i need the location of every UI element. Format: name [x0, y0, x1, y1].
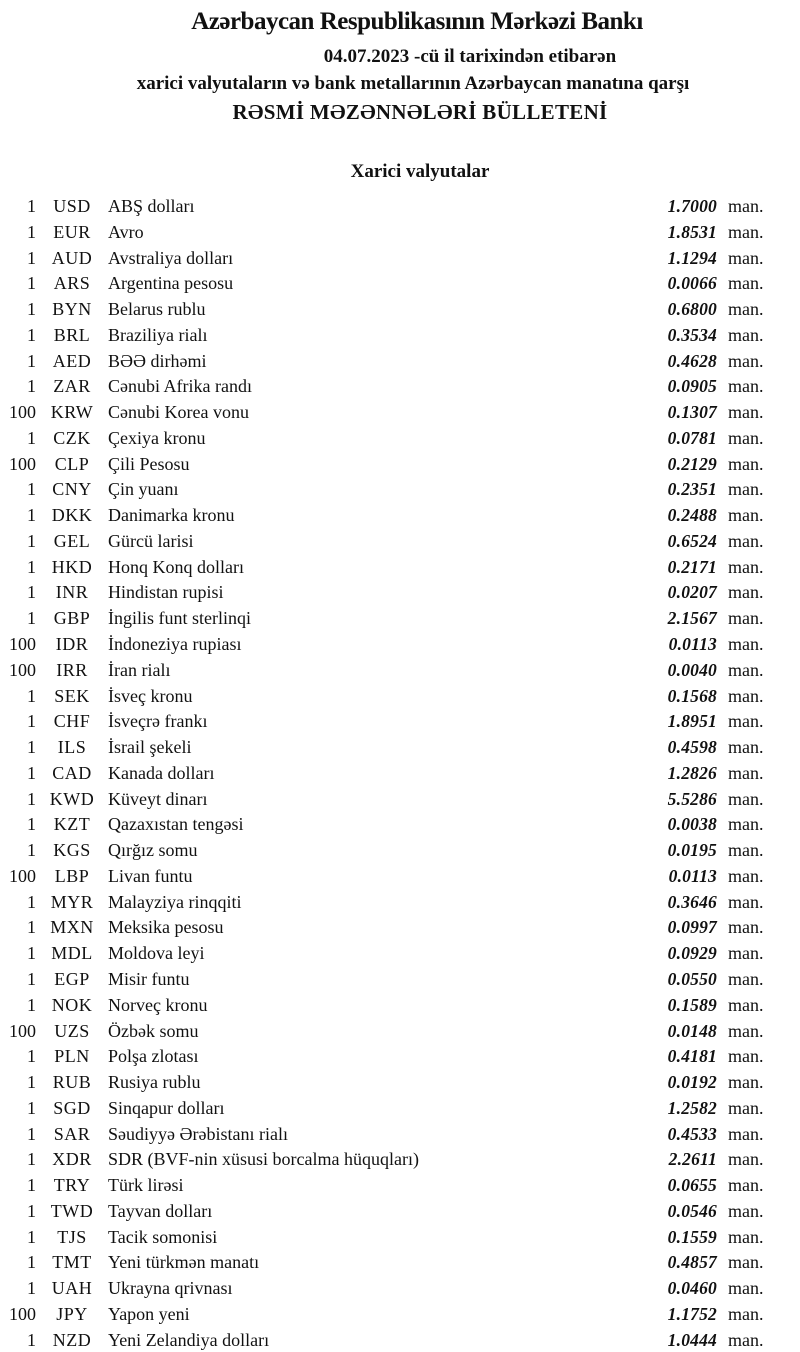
currency-name: Tayvan dolları: [108, 1200, 213, 1221]
currency-code: XDR: [52, 1149, 92, 1170]
currency-rate: 0.2351: [667, 479, 717, 500]
currency-name: İsveçrə frankı: [108, 711, 208, 732]
currency-rate: 2.2611: [668, 1149, 717, 1170]
currency-quantity: 1: [27, 737, 36, 758]
currency-code: TJS: [57, 1226, 87, 1247]
currency-rate: 0.0460: [667, 1278, 717, 1299]
currency-rate: 0.0655: [667, 1175, 717, 1196]
currency-unit-label: man.: [728, 840, 764, 861]
currency-quantity: 1: [27, 762, 36, 783]
currency-unit-label: man.: [728, 402, 764, 423]
currency-name: SDR (BVF-nin xüsusi borcalma hüquqları): [108, 1149, 419, 1170]
currency-unit-label: man.: [728, 1252, 764, 1273]
currency-unit-label: man.: [728, 762, 764, 783]
currency-name: Moldova leyi: [108, 943, 205, 964]
currency-name: Hindistan rupisi: [108, 582, 224, 603]
currency-quantity: 1: [27, 505, 36, 526]
currency-quantity: 1: [27, 427, 36, 448]
currency-name: Avro: [108, 221, 144, 242]
effective-date-line: 04.07.2023 -cü il tarixindən etibarən: [323, 46, 617, 67]
currency-code: TMT: [52, 1252, 92, 1273]
currency-rate: 0.0148: [667, 1020, 717, 1041]
currency-rate: 0.0113: [668, 865, 717, 886]
currency-row: [0, 452, 778, 478]
currency-row: [0, 684, 778, 710]
currency-quantity: 1: [27, 247, 36, 268]
currency-quantity: 100: [9, 402, 36, 423]
currency-row: [0, 915, 778, 941]
currency-code: UZS: [54, 1020, 90, 1041]
currency-row: [0, 993, 778, 1019]
currency-code: CNY: [52, 479, 92, 500]
currency-rate: 0.0040: [667, 659, 717, 680]
currency-code: PLN: [54, 1046, 90, 1067]
currency-unit-label: man.: [728, 608, 764, 629]
currency-quantity: 1: [27, 1175, 36, 1196]
currency-code: KWD: [49, 788, 95, 809]
currency-rate: 0.3534: [667, 324, 717, 345]
currency-code: ARS: [53, 273, 91, 294]
currency-name: Malayziya rinqqiti: [108, 891, 242, 912]
currency-quantity: 1: [27, 1200, 36, 1221]
currency-quantity: 1: [27, 299, 36, 320]
currency-code: NOK: [51, 994, 93, 1015]
currency-quantity: 1: [27, 196, 36, 216]
currency-name: İsveç kronu: [108, 685, 193, 706]
currency-unit-label: man.: [728, 324, 764, 345]
currency-code: NZD: [52, 1329, 92, 1350]
currency-quantity: 1: [27, 994, 36, 1015]
currency-rate: 0.4598: [667, 737, 717, 758]
currency-rate: 1.8951: [667, 711, 717, 732]
currency-row: [0, 1147, 778, 1173]
currency-unit-label: man.: [728, 634, 764, 655]
currency-code: KRW: [50, 402, 94, 423]
currency-unit-label: man.: [728, 814, 764, 835]
currency-quantity: 1: [27, 1252, 36, 1273]
currency-unit-label: man.: [728, 711, 764, 732]
currency-quantity: 1: [27, 891, 36, 912]
currency-code: RUB: [52, 1072, 92, 1093]
currency-name: Yapon yeni: [108, 1303, 190, 1324]
currency-rate: 0.0192: [667, 1072, 717, 1093]
currency-quantity: 1: [27, 608, 36, 629]
currency-name: Küveyt dinarı: [108, 788, 208, 809]
currency-row: [0, 1096, 778, 1122]
currency-row: [0, 297, 778, 323]
currency-unit-label: man.: [728, 943, 764, 964]
currency-row: [0, 374, 778, 400]
currency-name: Qazaxıstan tengəsi: [108, 814, 244, 835]
currency-code: TRY: [53, 1175, 91, 1196]
currency-code: BRL: [53, 324, 91, 345]
currency-rate: 0.0207: [667, 582, 717, 603]
currency-code: SEK: [54, 685, 90, 706]
currency-row: [0, 271, 778, 297]
currency-quantity: 1: [27, 685, 36, 706]
currency-name: Belarus rublu: [108, 299, 206, 320]
currency-name: Ukrayna qrivnası: [108, 1278, 233, 1299]
currency-quantity: 1: [27, 350, 36, 371]
currency-quantity: 1: [27, 943, 36, 964]
currency-row: [0, 400, 778, 426]
currency-quantity: 1: [27, 1046, 36, 1067]
currency-row: [0, 1250, 778, 1276]
currency-unit-label: man.: [728, 917, 764, 938]
currency-name: Səudiyyə Ərəbistanı rialı: [108, 1123, 288, 1144]
currency-rate: 0.0038: [667, 814, 717, 835]
currency-quantity: 1: [27, 788, 36, 809]
currency-name: İsrail şekeli: [108, 737, 192, 758]
currency-name: Danimarka kronu: [108, 505, 235, 526]
currency-code: CHF: [53, 711, 91, 732]
currency-unit-label: man.: [728, 196, 764, 216]
currency-quantity: 1: [27, 1226, 36, 1247]
currency-row: [0, 890, 778, 916]
currency-row: [0, 735, 778, 761]
currency-unit-label: man.: [728, 427, 764, 448]
currency-code: INR: [55, 582, 89, 603]
currency-rate: 0.0997: [667, 917, 717, 938]
currency-name: Norveç kronu: [108, 994, 208, 1015]
currency-rate: 0.2171: [667, 556, 717, 577]
currency-unit-label: man.: [728, 685, 764, 706]
currency-rate: 1.0444: [667, 1329, 717, 1350]
currency-unit-label: man.: [728, 1097, 764, 1118]
currency-row: [0, 709, 778, 735]
currency-name: Argentina pesosu: [108, 273, 234, 294]
currency-code: SAR: [53, 1123, 91, 1144]
currency-rate: 1.1294: [667, 247, 717, 268]
currency-name: Cənubi Korea vonu: [108, 402, 249, 423]
currency-unit-label: man.: [728, 453, 764, 474]
currency-unit-label: man.: [728, 221, 764, 242]
currency-code: CAD: [52, 762, 92, 783]
currency-name: Yeni türkmən manatı: [108, 1252, 260, 1273]
currency-quantity: 100: [9, 1020, 36, 1041]
currency-name: Braziliya rialı: [108, 324, 208, 345]
currency-rate: 5.5286: [667, 788, 717, 809]
currency-unit-label: man.: [728, 1123, 764, 1144]
currency-code: CZK: [53, 427, 91, 448]
currency-row: [0, 503, 778, 529]
currency-name: İran rialı: [108, 659, 171, 680]
currency-code: JPY: [56, 1303, 88, 1324]
currency-rate: 0.4628: [667, 350, 717, 371]
currency-code: LBP: [54, 865, 90, 886]
currency-name: Kanada dolları: [108, 762, 215, 783]
currency-code: SGD: [53, 1097, 91, 1118]
currency-row: [0, 1044, 778, 1070]
currency-quantity: 1: [27, 479, 36, 500]
currency-code: IDR: [55, 634, 89, 655]
currency-row: [0, 1173, 778, 1199]
currency-quantity: 1: [27, 1149, 36, 1170]
currency-quantity: 1: [27, 324, 36, 345]
currency-row: [0, 220, 778, 246]
currency-rate: 1.2582: [667, 1097, 717, 1118]
currency-name: İngilis funt sterlinqi: [108, 608, 251, 629]
currency-unit-label: man.: [728, 350, 764, 371]
currency-code: MYR: [50, 891, 94, 912]
currency-rate: 0.0905: [667, 376, 717, 397]
currency-unit-label: man.: [728, 994, 764, 1015]
currency-rate: 0.4533: [667, 1123, 717, 1144]
currency-quantity: 1: [27, 1123, 36, 1144]
currency-name: Qırğız somu: [108, 840, 198, 861]
currency-name: Cənubi Afrika randı: [108, 376, 252, 397]
currency-code: TWD: [50, 1200, 94, 1221]
currency-rate: 0.2488: [667, 505, 717, 526]
currency-quantity: 100: [9, 1303, 36, 1324]
currency-row: [0, 1225, 778, 1251]
currency-quantity: 1: [27, 917, 36, 938]
currency-code: GEL: [53, 530, 91, 551]
currency-quantity: 100: [9, 659, 36, 680]
currency-quantity: 1: [27, 814, 36, 835]
currency-unit-label: man.: [728, 530, 764, 551]
currency-unit-label: man.: [728, 1226, 764, 1247]
currency-code: HKD: [51, 556, 93, 577]
currency-rate: 1.2826: [667, 762, 717, 783]
currency-row: [0, 761, 778, 787]
currency-row: [0, 812, 778, 838]
currency-quantity: 1: [27, 1097, 36, 1118]
currency-rate: 0.0113: [668, 634, 717, 655]
currency-quantity: 1: [27, 221, 36, 242]
currency-row: [0, 477, 778, 503]
currency-name: Çili Pesosu: [108, 453, 190, 474]
currency-name: Özbək somu: [108, 1020, 199, 1041]
currency-code: USD: [53, 196, 91, 216]
currency-row: [0, 864, 778, 890]
currency-quantity: 1: [27, 1329, 36, 1350]
currency-rate: 0.4181: [667, 1046, 717, 1067]
currency-code: EUR: [53, 221, 91, 242]
currency-rate: 0.1559: [667, 1226, 717, 1247]
currency-code: CLP: [54, 453, 90, 474]
currency-name: BƏƏ dirhəmi: [108, 350, 207, 371]
currency-code: KZT: [53, 814, 91, 835]
currency-rate: 0.4857: [667, 1252, 717, 1273]
currency-quantity: 100: [9, 634, 36, 655]
currency-quantity: 100: [9, 865, 36, 886]
currency-quantity: 100: [9, 453, 36, 474]
currency-code: ILS: [57, 737, 87, 758]
currency-name: Livan funtu: [108, 865, 193, 886]
currency-row: [0, 632, 778, 658]
currency-rate: 0.6800: [667, 299, 717, 320]
currency-rate: 0.0550: [667, 968, 717, 989]
section-title-foreign-currencies: Xarici valyutalar: [350, 161, 490, 182]
currency-quantity: 1: [27, 582, 36, 603]
currency-unit-label: man.: [728, 1149, 764, 1170]
currency-code: EGP: [54, 968, 90, 989]
currency-name: Çexiya kronu: [108, 427, 206, 448]
currency-unit-label: man.: [728, 376, 764, 397]
currency-row: [0, 1199, 778, 1225]
currency-name: İndoneziya rupiası: [108, 634, 242, 655]
currency-rate: 2.1567: [667, 608, 717, 629]
currency-row: [0, 246, 778, 272]
currency-rate: 0.3646: [667, 891, 717, 912]
currency-quantity: 1: [27, 1278, 36, 1299]
currency-row: [0, 555, 778, 581]
currency-code: GBP: [53, 608, 91, 629]
currency-row: [0, 1122, 778, 1148]
currency-unit-label: man.: [728, 1020, 764, 1041]
currency-rate: 0.2129: [667, 453, 717, 474]
currency-row: [0, 606, 778, 632]
currency-unit-label: man.: [728, 1278, 764, 1299]
currency-name: Polşa zlotası: [108, 1046, 199, 1067]
currency-code: UAH: [51, 1278, 93, 1299]
currency-unit-label: man.: [728, 479, 764, 500]
currency-name: Meksika pesosu: [108, 917, 224, 938]
currency-name: Misir funtu: [108, 968, 190, 989]
currency-code: DKK: [51, 505, 93, 526]
currency-code: KGS: [53, 840, 91, 861]
currency-name: Gürcü larisi: [108, 530, 194, 551]
currency-row: [0, 1070, 778, 1096]
bank-title: Azərbaycan Respublikasının Mərkəzi Bankı: [191, 8, 643, 35]
currency-unit-label: man.: [728, 247, 764, 268]
currency-rate: 0.0066: [667, 273, 717, 294]
currency-rate: 0.0546: [667, 1200, 717, 1221]
currency-code: ZAR: [53, 376, 91, 397]
currency-unit-label: man.: [728, 1200, 764, 1221]
currency-rate: 1.8531: [667, 221, 717, 242]
currency-quantity: 1: [27, 1072, 36, 1093]
currency-code: AUD: [51, 247, 93, 268]
currency-quantity: 1: [27, 376, 36, 397]
currency-rate: 0.1307: [667, 402, 717, 423]
currency-row: [0, 529, 778, 555]
currency-unit-label: man.: [728, 1303, 764, 1324]
currency-rate: 0.0195: [667, 840, 717, 861]
currency-row: [0, 787, 778, 813]
currency-unit-label: man.: [728, 299, 764, 320]
exchange-rates-table: [0, 194, 778, 1352]
currency-name: Sinqapur dolları: [108, 1097, 225, 1118]
currency-unit-label: man.: [728, 505, 764, 526]
currency-code: MXN: [50, 917, 94, 938]
currency-name: Türk lirəsi: [108, 1175, 184, 1196]
bulletin-title: RƏSMİ MƏZƏNNƏLƏRİ BÜLLETENİ: [232, 100, 608, 124]
currency-unit-label: man.: [728, 788, 764, 809]
currency-row: [0, 194, 778, 220]
currency-code: AED: [52, 350, 92, 371]
currency-quantity: 1: [27, 273, 36, 294]
currency-quantity: 1: [27, 840, 36, 861]
currency-rate: 0.1589: [667, 994, 717, 1015]
currency-row: [0, 323, 778, 349]
currency-quantity: 1: [27, 968, 36, 989]
currency-rate: 1.7000: [667, 196, 717, 216]
currency-rate: 0.0781: [667, 427, 717, 448]
currency-rate: 0.0929: [667, 943, 717, 964]
currency-name: Rusiya rublu: [108, 1072, 201, 1093]
currency-unit-label: man.: [728, 273, 764, 294]
currency-unit-label: man.: [728, 582, 764, 603]
currency-row: [0, 838, 778, 864]
currency-unit-label: man.: [728, 1072, 764, 1093]
currency-name: Avstraliya dolları: [108, 247, 234, 268]
currency-quantity: 1: [27, 530, 36, 551]
currency-row: [0, 1276, 778, 1302]
currency-name: ABŞ dolları: [108, 196, 195, 216]
currency-name: Tacik somonisi: [108, 1226, 218, 1247]
currency-quantity: 1: [27, 711, 36, 732]
currency-row: [0, 580, 778, 606]
currency-unit-label: man.: [728, 556, 764, 577]
currency-rate: 0.1568: [667, 685, 717, 706]
currency-name: Çin yuanı: [108, 479, 179, 500]
currency-row: [0, 967, 778, 993]
currency-unit-label: man.: [728, 865, 764, 886]
currency-row: [0, 1019, 778, 1045]
currency-unit-label: man.: [728, 1175, 764, 1196]
currency-row: [0, 941, 778, 967]
currency-quantity: 1: [27, 556, 36, 577]
currency-unit-label: man.: [728, 737, 764, 758]
currency-rate: 1.1752: [667, 1303, 717, 1324]
currency-name: Yeni Zelandiya dolları: [108, 1329, 270, 1350]
currency-unit-label: man.: [728, 1046, 764, 1067]
currency-code: BYN: [52, 299, 92, 320]
currency-unit-label: man.: [728, 891, 764, 912]
currency-rate: 0.6524: [667, 530, 717, 551]
currency-row: [0, 1328, 778, 1352]
currency-unit-label: man.: [728, 1329, 764, 1350]
currency-name: Honq Konq dolları: [108, 556, 244, 577]
currency-row: [0, 426, 778, 452]
currency-code: MDL: [51, 943, 93, 964]
currency-row: [0, 349, 778, 375]
currency-row: [0, 1302, 778, 1328]
subject-line: xarici valyutaların və bank metallarının Azərbaycan manatına qarşı: [136, 73, 690, 94]
currency-row: [0, 658, 778, 684]
currency-unit-label: man.: [728, 659, 764, 680]
currency-unit-label: man.: [728, 968, 764, 989]
currency-code: IRR: [56, 659, 88, 680]
